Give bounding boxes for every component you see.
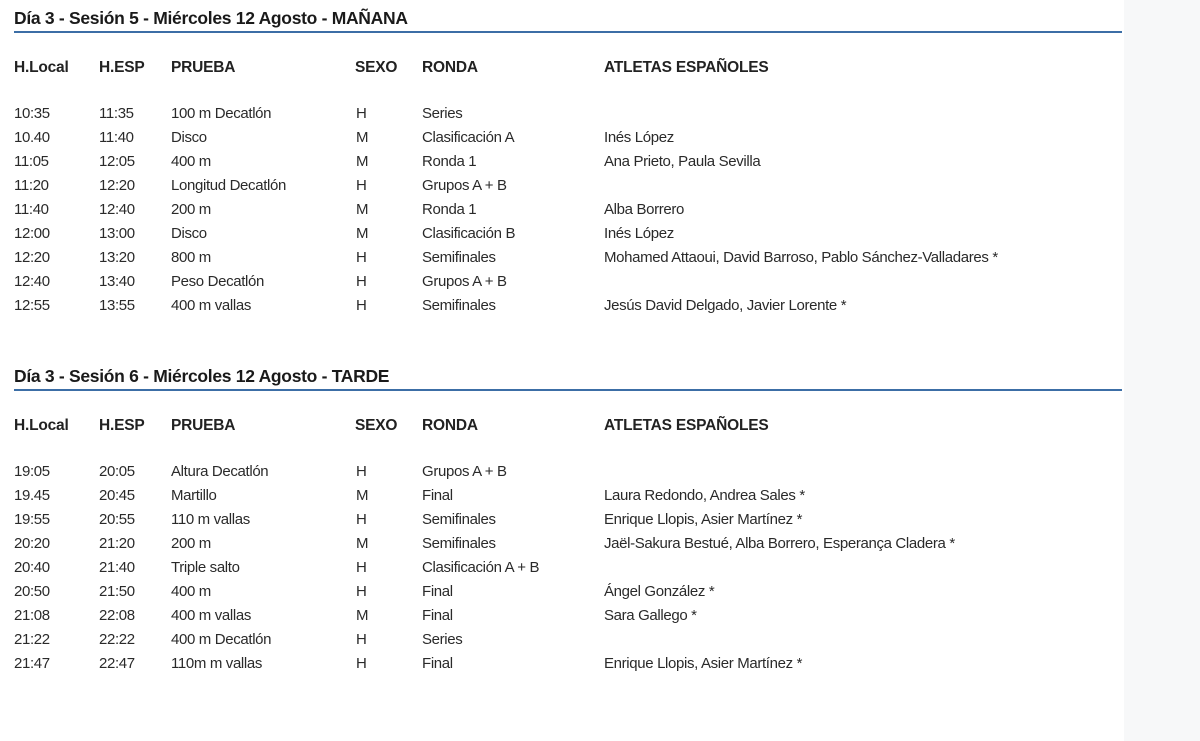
cell-local-time: 10.40 — [14, 129, 50, 146]
header-sex: SEXO — [355, 59, 398, 76]
table-row — [14, 460, 1122, 484]
cell-local-time: 21:47 — [14, 655, 50, 672]
cell-local-time: 11:05 — [14, 153, 49, 170]
cell-round: Clasificación A — [422, 129, 515, 146]
cell-athletes: Ana Prieto, Paula Sevilla — [604, 153, 761, 170]
cell-local-time: 12:00 — [14, 225, 50, 242]
cell-round: Grupos A + B — [422, 463, 507, 480]
cell-spain-time: 21:20 — [99, 535, 135, 552]
header-spain-time: H.ESP — [99, 59, 145, 76]
header-sex: SEXO — [355, 417, 398, 434]
cell-event: 110 m vallas — [171, 511, 250, 528]
cell-local-time: 19:05 — [14, 463, 50, 480]
cell-athletes: Alba Borrero — [604, 201, 685, 218]
cell-local-time: 12:20 — [14, 249, 50, 266]
header-spain-time: H.ESP — [99, 417, 145, 434]
cell-event: 400 m vallas — [171, 297, 252, 314]
cell-sex: M — [356, 225, 369, 242]
cell-round: Series — [422, 105, 463, 122]
cell-athletes: Jaël-Sakura Bestué, Alba Borrero, Esperança Cladera * — [604, 535, 955, 552]
cell-athletes: Sara Gallego * — [604, 607, 697, 624]
cell-sex: H — [356, 463, 367, 480]
cell-spain-time: 21:40 — [99, 559, 135, 576]
cell-spain-time: 20:05 — [99, 463, 135, 480]
table-row — [14, 198, 1122, 222]
cell-athletes: Inés López — [604, 225, 674, 242]
cell-local-time: 12:55 — [14, 297, 50, 314]
table-row — [14, 532, 1122, 556]
cell-event: Altura Decatlón — [171, 463, 269, 480]
cell-spain-time: 22:08 — [99, 607, 135, 624]
cell-round: Ronda 1 — [422, 201, 477, 218]
table-header — [14, 414, 1122, 438]
cell-sex: H — [356, 511, 367, 528]
cell-spain-time: 13:00 — [99, 225, 135, 242]
table-row — [14, 174, 1122, 198]
table-row — [14, 126, 1122, 150]
right-margin-shade — [1124, 0, 1200, 741]
cell-spain-time: 13:20 — [99, 249, 135, 266]
cell-local-time: 21:22 — [14, 631, 50, 648]
cell-spain-time: 11:40 — [99, 129, 134, 146]
cell-event: 400 m — [171, 153, 211, 170]
cell-round: Final — [422, 655, 453, 672]
cell-local-time: 20:50 — [14, 583, 50, 600]
cell-sex: H — [356, 655, 367, 672]
cell-event: Longitud Decatlón — [171, 177, 286, 194]
table-row — [14, 222, 1122, 246]
cell-event: Disco — [171, 225, 207, 242]
cell-local-time: 12:40 — [14, 273, 50, 290]
cell-sex: H — [356, 249, 367, 266]
session-divider — [14, 389, 1122, 391]
cell-sex: M — [356, 129, 369, 146]
cell-round: Semifinales — [422, 249, 496, 266]
cell-local-time: 11:40 — [14, 201, 49, 218]
cell-local-time: 19.45 — [14, 487, 50, 504]
cell-spain-time: 22:47 — [99, 655, 135, 672]
table-body — [14, 460, 1122, 676]
cell-round: Semifinales — [422, 535, 496, 552]
cell-event: Peso Decatlón — [171, 273, 265, 290]
cell-spain-time: 20:45 — [99, 487, 135, 504]
cell-local-time: 20:40 — [14, 559, 50, 576]
cell-spain-time: 12:40 — [99, 201, 135, 218]
table-row — [14, 484, 1122, 508]
cell-sex: H — [356, 297, 367, 314]
table-row — [14, 294, 1122, 318]
session-afternoon — [14, 364, 1122, 676]
cell-sex: H — [356, 559, 367, 576]
table-row — [14, 652, 1122, 676]
cell-spain-time: 13:55 — [99, 297, 135, 314]
cell-event: 400 m vallas — [171, 607, 252, 624]
cell-event: Martillo — [171, 487, 217, 504]
cell-athletes: Ángel González * — [604, 583, 715, 600]
header-local-time: H.Local — [14, 59, 69, 76]
cell-event: 400 m Decatlón — [171, 631, 272, 648]
cell-spain-time: 12:05 — [99, 153, 135, 170]
cell-spain-time: 22:22 — [99, 631, 135, 648]
cell-sex: M — [356, 201, 369, 218]
cell-local-time: 10:35 — [14, 105, 50, 122]
session-morning — [14, 6, 1122, 318]
table-row — [14, 102, 1122, 126]
cell-athletes: Jesús David Delgado, Javier Lorente * — [604, 297, 847, 314]
table-row — [14, 246, 1122, 270]
header-event: PRUEBA — [171, 59, 236, 76]
table-row — [14, 508, 1122, 532]
table-body — [14, 102, 1122, 318]
session-divider — [14, 31, 1122, 33]
cell-local-time: 21:08 — [14, 607, 50, 624]
cell-event: 100 m Decatlón — [171, 105, 272, 122]
cell-sex: M — [356, 153, 369, 170]
cell-spain-time: 21:50 — [99, 583, 135, 600]
cell-local-time: 19:55 — [14, 511, 50, 528]
table-row — [14, 628, 1122, 652]
cell-athletes: Enrique Llopis, Asier Martínez * — [604, 511, 803, 528]
header-event: PRUEBA — [171, 417, 236, 434]
cell-round: Ronda 1 — [422, 153, 477, 170]
cell-local-time: 11:20 — [14, 177, 49, 194]
cell-round: Final — [422, 607, 453, 624]
cell-round: Final — [422, 487, 453, 504]
cell-local-time: 20:20 — [14, 535, 50, 552]
cell-round: Clasificación A + B — [422, 559, 540, 576]
cell-sex: M — [356, 535, 369, 552]
cell-event: 110m m vallas — [171, 655, 263, 672]
cell-athletes: Mohamed Attaoui, David Barroso, Pablo Sánchez-Valladares * — [604, 249, 998, 266]
cell-event: 200 m — [171, 535, 211, 552]
session-title: Día 3 - Sesión 6 - Miércoles 12 Agosto - TARDE — [14, 366, 390, 386]
table-row — [14, 270, 1122, 294]
cell-event: 400 m — [171, 583, 211, 600]
header-round: RONDA — [422, 417, 478, 434]
cell-round: Series — [422, 631, 463, 648]
table-row — [14, 556, 1122, 580]
session-title: Día 3 - Sesión 5 - Miércoles 12 Agosto - MAÑANA — [14, 8, 408, 28]
cell-event: 200 m — [171, 201, 211, 218]
cell-spain-time: 20:55 — [99, 511, 135, 528]
cell-round: Final — [422, 583, 453, 600]
cell-event: 800 m — [171, 249, 211, 266]
cell-round: Grupos A + B — [422, 177, 507, 194]
table-header — [14, 56, 1122, 80]
cell-round: Grupos A + B — [422, 273, 507, 290]
cell-event: Disco — [171, 129, 207, 146]
header-athletes: ATLETAS ESPAÑOLES — [604, 59, 769, 76]
cell-spain-time: 12:20 — [99, 177, 135, 194]
cell-round: Semifinales — [422, 297, 496, 314]
cell-sex: H — [356, 177, 367, 194]
cell-spain-time: 11:35 — [99, 105, 134, 122]
header-athletes: ATLETAS ESPAÑOLES — [604, 417, 769, 434]
cell-sex: M — [356, 607, 369, 624]
cell-sex: M — [356, 487, 369, 504]
cell-sex: H — [356, 105, 367, 122]
cell-sex: H — [356, 583, 367, 600]
header-local-time: H.Local — [14, 417, 69, 434]
cell-athletes: Inés López — [604, 129, 674, 146]
cell-spain-time: 13:40 — [99, 273, 135, 290]
cell-athletes: Laura Redondo, Andrea Sales * — [604, 487, 805, 504]
cell-round: Semifinales — [422, 511, 496, 528]
cell-sex: H — [356, 273, 367, 290]
cell-athletes: Enrique Llopis, Asier Martínez * — [604, 655, 803, 672]
cell-event: Triple salto — [171, 559, 240, 576]
cell-round: Clasificación B — [422, 225, 516, 242]
header-round: RONDA — [422, 59, 478, 76]
table-row — [14, 604, 1122, 628]
table-row — [14, 580, 1122, 604]
table-row — [14, 150, 1122, 174]
cell-sex: H — [356, 631, 367, 648]
